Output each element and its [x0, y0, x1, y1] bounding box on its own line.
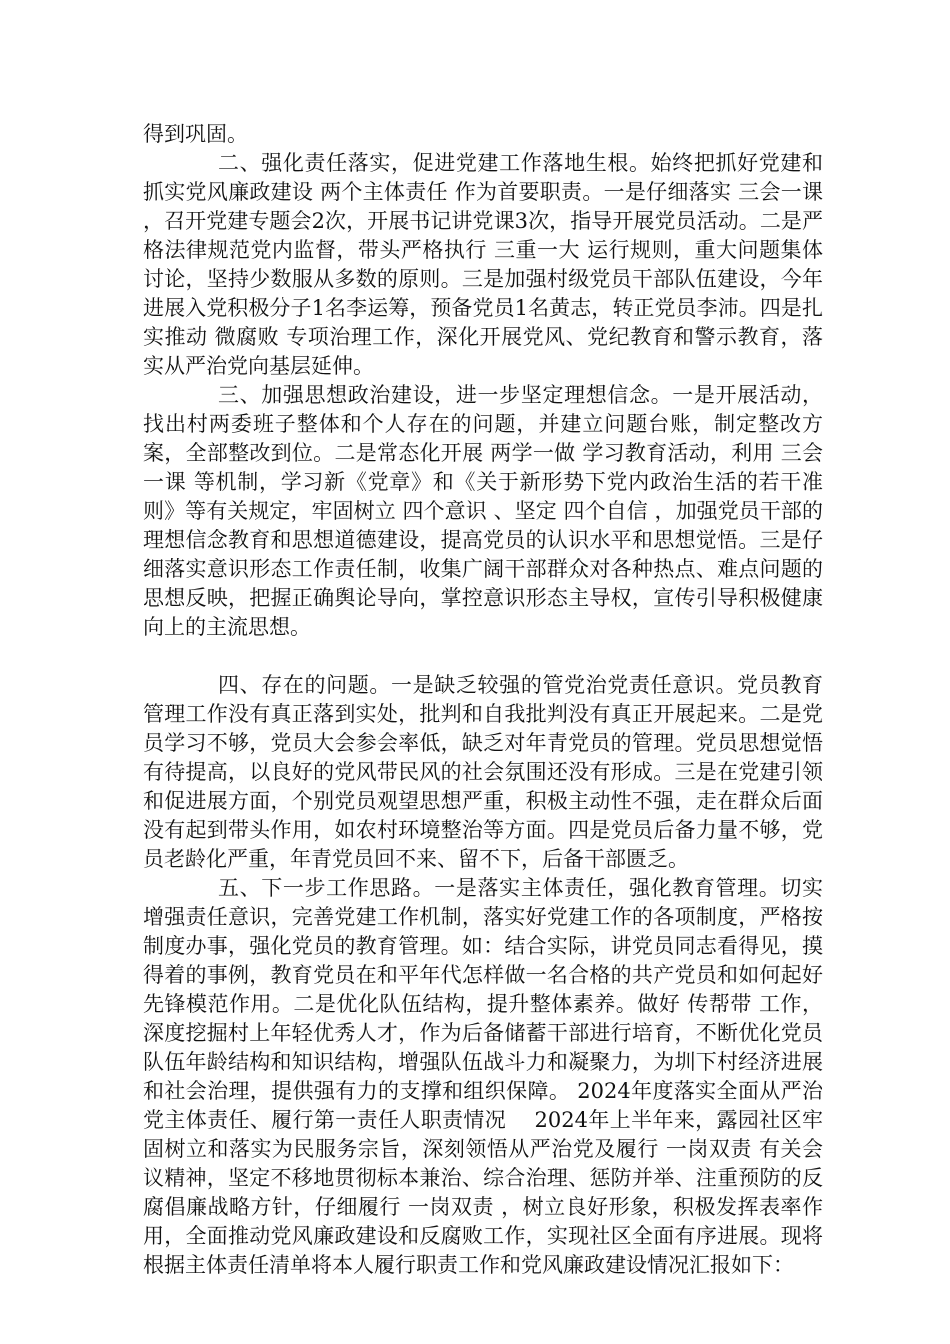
document-body	[143, 120, 823, 1280]
paragraph-continuation: 得到巩固。	[143, 122, 248, 146]
paragraph-section-5: 五、下一步工作思路。一是落实主体责任，强化教育管理。切实增强责任意识，完善党建工作机制，落实好党建工作的各项制度，严格按制度办事，强化党员的教育管理。如：结合实际，讲党员同志看得见，摸得着的事例，教育党员在和平年代怎样做一名合格的共产党员和如何起好先锋模范作用。二是优化队伍结构，提升整体素养。做好 传帮带 工作，深度挖掘村上年轻优秀人才，作为后备储蓄干部进行培育，不断优化党员队伍年龄结构和知识结构，增强队伍战斗力和凝聚力，为圳下村经济进展和社会治理，提供强有力的支撑和组织保障。 2024年度落实全面从严治党主体责任、履行第一责任人职责情况 2024年上半年来，露园社区牢固树立和落实为民服务宗旨，深刻领悟从严治党及履行 一岗双责 有关会议精神，坚定不移地贯彻标本兼治、综合治理、惩防并举、注重预防的反腐倡廉战略方针，仔细履行 一岗双责 ，树立良好形象，积极发挥表率作用，全面推动党风廉政建设和反腐败工作，实现社区全面有序进展。现将根据主体责任清单将本人履行职责工作和党风廉政建设情况汇报如下：	[143, 876, 823, 1277]
paragraph-section-3: 三、加强思想政治建设，进一步坚定理想信念。一是开展活动，找出村两委班子整体和个人存在的问题，并建立问题台账，制定整改方案，全部整改到位。二是常态化开展 两学一做 学习教育活动，利用 三会一课 等机制，学习新《党章》和《关于新形势下党内政治生活的若干准则》等有关规定，牢固树立 四个意识 、坚定 四个自信 ，加强党员干部的理想信念教育和思想道德建设，提高党员的认识水平和思想觉悟。三是仔细落实意识形态工作责任制，收集广阔干部群众对各种热点、难点问题的思想反映，把握正确舆论导向，掌控意识形态主导权，宣传引导积极健康向上的主流思想。	[143, 383, 823, 639]
paragraph-section-2: 二、强化责任落实，促进党建工作落地生根。始终把抓好党建和抓实党风廉政建设 两个主体责任 作为首要职责。一是仔细落实 三会一课 ，召开党建专题会2次，开展书记讲党课3次，指导开展党员活动。二是严格法律规范党内监督，带头严格执行 三重一大 运行规则，重大问题集体讨论，坚持少数服从多数的原则。三是加强村级党员干部队伍建设，今年进展入党积极分子1名李运筹，预备党员1名黄志，转正党员李沛。四是扎实推动 微腐败 专项治理工作，深化开展党风、党纪教育和警示教育，落实从严治党向基层延伸。	[143, 151, 823, 378]
paragraph-section-4: 四、存在的问题。一是缺乏较强的管党治党责任意识。党员教育管理工作没有真正落到实处，批判和自我批判没有真正开展起来。二是党员学习不够，党员大会参会率低，缺乏对年青党员的管理。党员思想觉悟有待提高，以良好的党风带民风的社会氛围还没有形成。三是在党建引领和促进展方面，个别党员观望思想严重，积极主动性不强，走在群众后面没有起到带头作用，如农村环境整治等方面。四是党员后备力量不够，党员老龄化严重，年青党员回不来、留不下，后备干部匮乏。	[143, 673, 823, 871]
